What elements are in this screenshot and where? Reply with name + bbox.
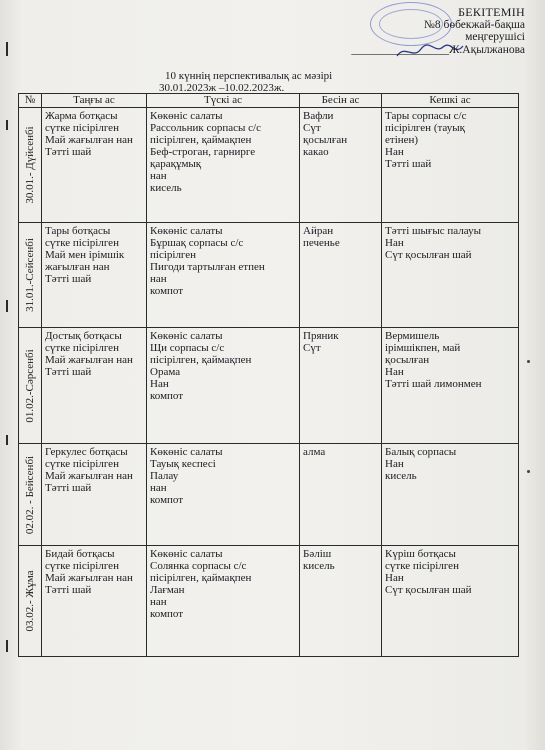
dinner-item: Вермишель [385, 330, 440, 342]
paper-speck [527, 360, 530, 363]
lunch-item: компот [150, 608, 184, 620]
snack-item: қосылған [303, 134, 348, 146]
binder-mark [6, 435, 8, 445]
day-cell [19, 546, 42, 657]
day-cell [19, 328, 42, 444]
menu-date-range: 30.01.2023ж –10.02.2023ж. [159, 82, 285, 94]
lunch-item: Палау [150, 470, 179, 482]
snack-item: Бәліш [303, 548, 332, 560]
lunch-item: компот [150, 285, 184, 297]
dinner-item: Күріш ботқасы [385, 548, 456, 560]
lunch-cell [147, 328, 300, 444]
snack-cell [300, 444, 382, 546]
table-header-row [19, 94, 519, 108]
breakfast-item: Тәтті шай [45, 482, 92, 494]
lunch-item: пісірілген, қаймақпен [150, 572, 252, 584]
lunch-item: Нан [150, 378, 169, 390]
dinner-item: Сүт қосылған шай [385, 584, 472, 596]
lunch-item: Тауық кеспесі [150, 458, 216, 470]
dinner-cell [382, 328, 519, 444]
column-header-dinner: Кешкі ас [382, 94, 519, 108]
dinner-item: кисель [385, 470, 417, 482]
lunch-cell [147, 223, 300, 328]
breakfast-item: Май жағылған нан [45, 134, 133, 146]
dinner-item: сүтке пісірілген [385, 560, 459, 572]
dinner-item: Нан [385, 572, 404, 584]
lunch-item: Орама [150, 366, 181, 378]
table-row [19, 444, 519, 546]
day-label: 01.02.-Сәрсенбі [24, 348, 36, 423]
approval-line: №8 бөбекжай-бақша [423, 18, 525, 31]
approval-title: БЕКІТЕМІН [458, 5, 525, 19]
approval-block [351, 6, 525, 56]
snack-cell [300, 108, 382, 223]
breakfast-item: сүтке пісірілген [45, 122, 119, 134]
breakfast-cell [42, 108, 147, 223]
snack-cell [300, 223, 382, 328]
snack-cell [300, 546, 382, 657]
lunch-item: Көкөніс салаты [150, 110, 223, 122]
dinner-item: Тәтті шай лимонмен [385, 378, 482, 390]
column-header-snack: Бесін ас [300, 94, 382, 108]
breakfast-item: Геркулес ботқасы [45, 446, 128, 458]
breakfast-cell [42, 328, 147, 444]
breakfast-item: Жарма ботқасы [45, 110, 118, 122]
binder-mark [6, 120, 8, 130]
day-cell [19, 444, 42, 546]
lunch-item: қарақұмық [150, 158, 202, 170]
dinner-cell [382, 444, 519, 546]
lunch-item: Көкөніс салаты [150, 225, 223, 237]
lunch-item: нан [150, 596, 167, 608]
breakfast-item: Тары ботқасы [45, 225, 111, 237]
dinner-item: Нан [385, 458, 404, 470]
dinner-cell [382, 223, 519, 328]
lunch-item: пісірілген, қаймақпен [150, 134, 252, 146]
breakfast-item: жағылған нан [45, 261, 110, 273]
lunch-item: компот [150, 390, 184, 402]
snack-item: Сүт [303, 342, 321, 354]
dinner-item: ірімшікпен, май [385, 342, 461, 354]
breakfast-item: сүтке пісірілген [45, 560, 119, 572]
breakfast-item: Тәтті шай [45, 146, 92, 158]
day-label: 31.01.-Сейсенбі [24, 238, 36, 312]
snack-item: кисель [303, 560, 335, 572]
lunch-cell [147, 108, 300, 223]
snack-item: Вафли [303, 110, 334, 122]
lunch-item: пісірілген, қаймақпен [150, 354, 252, 366]
snack-item: Айран [303, 225, 334, 237]
menu-table [18, 93, 519, 657]
breakfast-item: сүтке пісірілген [45, 342, 119, 354]
menu-table-body [19, 108, 519, 657]
lunch-cell [147, 546, 300, 657]
lunch-item: компот [150, 494, 184, 506]
binder-mark [6, 300, 8, 312]
lunch-item: нан [150, 170, 167, 182]
breakfast-item: Май жағылған нан [45, 354, 133, 366]
table-row [19, 108, 519, 223]
column-header-breakfast: Таңғы ас [42, 94, 147, 108]
breakfast-item: сүтке пісірілген [45, 237, 119, 249]
dinner-item: Тәтті шай [385, 158, 432, 170]
lunch-item: Беф-строган, гарнирге [150, 146, 256, 158]
dinner-item: пісірілген (тауық [385, 122, 465, 134]
breakfast-item: Достық ботқасы [45, 330, 122, 342]
breakfast-item: Май жағылған нан [45, 572, 133, 584]
lunch-item: Көкөніс салаты [150, 446, 223, 458]
dinner-item: қосылған [385, 354, 430, 366]
breakfast-item: сүтке пісірілген [45, 458, 119, 470]
lunch-item: пісірілген [150, 249, 197, 261]
dinner-item: Тәтті шығыс палауы [385, 225, 481, 237]
lunch-item: Көкөніс салаты [150, 330, 223, 342]
day-cell [19, 223, 42, 328]
dinner-item: Тары сорпасы с/с [385, 110, 467, 122]
menu-heading [159, 70, 333, 94]
dinner-cell [382, 546, 519, 657]
snack-item: Сүт [303, 122, 321, 134]
lunch-item: Рассольник сорпасы с/с [150, 122, 261, 134]
lunch-item: Лағман [150, 584, 185, 596]
breakfast-cell [42, 444, 147, 546]
snack-item: какао [303, 146, 329, 158]
day-label: 02.02. - Бейсенбі [24, 455, 36, 534]
approval-line: _________________Ж.Ақылжанова [351, 43, 525, 56]
breakfast-item: Тәтті шай [45, 273, 92, 285]
column-header-lunch: Түскі ас [147, 94, 300, 108]
lunch-item: нан [150, 482, 167, 494]
lunch-item: кисель [150, 182, 182, 194]
snack-item: алма [303, 446, 326, 458]
day-label: 30.01.- Дүйсенбі [24, 126, 36, 204]
dinner-item: Сүт қосылған шай [385, 249, 472, 261]
dinner-item: етінен) [385, 134, 419, 146]
binder-mark [6, 42, 8, 56]
breakfast-cell [42, 546, 147, 657]
approval-line: меңгерушісі [465, 31, 525, 43]
dinner-item: Нан [385, 366, 404, 378]
dinner-item: Нан [385, 237, 404, 249]
lunch-item: Щи сорпасы с/с [150, 342, 225, 354]
day-label: 03.02.- Жұма [24, 570, 36, 632]
lunch-item: нан [150, 273, 167, 285]
lunch-cell [147, 444, 300, 546]
breakfast-item: Май жағылған нан [45, 470, 133, 482]
day-cell [19, 108, 42, 223]
breakfast-cell [42, 223, 147, 328]
breakfast-item: Тәтті шай [45, 366, 92, 378]
lunch-item: Пигоди тартылған етпен [150, 261, 265, 273]
lunch-item: Бұршақ сорпасы с/с [150, 237, 244, 249]
snack-item: Пряник [303, 330, 339, 342]
dinner-cell [382, 108, 519, 223]
dinner-item: Нан [385, 146, 404, 158]
lunch-item: Көкөніс салаты [150, 548, 223, 560]
menu-title: 10 күннің перспективалық ас мәзірі [165, 70, 333, 82]
paper-speck [527, 470, 530, 473]
lunch-item: Солянка сорпасы с/с [150, 560, 247, 572]
snack-cell [300, 328, 382, 444]
column-header-number: № [19, 94, 42, 108]
dinner-item: Балық сорпасы [385, 446, 457, 458]
breakfast-item: Бидай ботқасы [45, 548, 115, 560]
breakfast-item: Май мен ірімшік [45, 249, 125, 261]
table-row [19, 223, 519, 328]
binder-mark [6, 640, 8, 652]
table-row [19, 546, 519, 657]
snack-item: печенье [303, 237, 340, 249]
table-row [19, 328, 519, 444]
breakfast-item: Тәтті шай [45, 584, 92, 596]
